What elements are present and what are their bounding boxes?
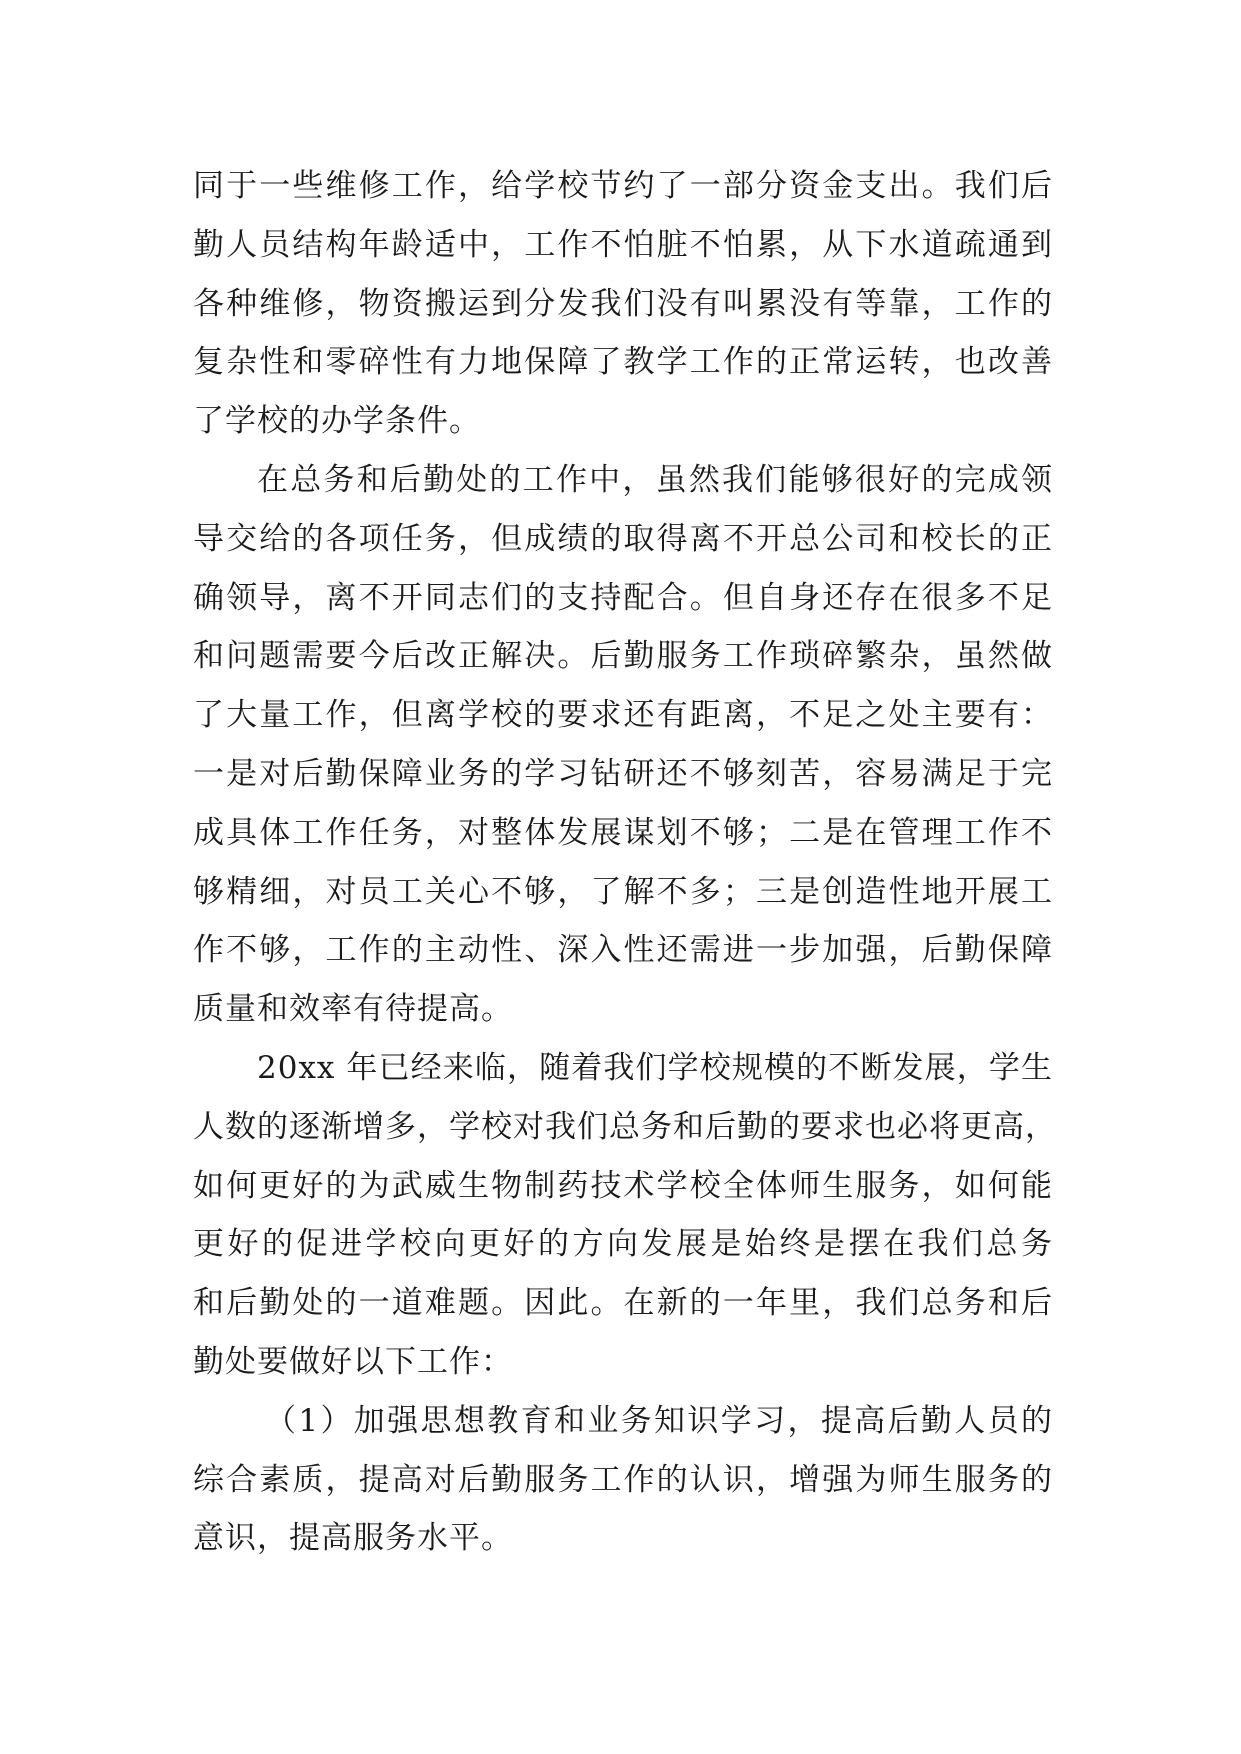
text-line: 了大量工作，但离学校的要求还有距离，不足之处主要有： <box>193 697 1053 734</box>
paragraph-1 <box>193 157 1053 451</box>
text-line: 和后勤处的一道难题。因此。在新的一年里，我们总务和后 <box>193 1285 1053 1322</box>
text-line: 20xx 年已经来临，随着我们学校规模的不断发展，学生 <box>257 1049 1053 1086</box>
text-line: 勤人员结构年龄适中，工作不怕脏不怕累，从下水道疏通到 <box>193 226 1053 263</box>
text-line: 和问题需要今后改正解决。后勤服务工作琐碎繁杂，虽然做 <box>193 638 1053 675</box>
text-line: 质量和效率有待提高。 <box>193 991 513 1028</box>
paragraph-4 <box>193 1392 1053 1568</box>
body-text <box>193 157 1057 1568</box>
text-line: 了学校的办学条件。 <box>193 403 481 440</box>
text-line: 作不够，工作的主动性、深入性还需进一步加强，后勤保障 <box>193 932 1053 969</box>
paragraph-3 <box>193 1039 1057 1392</box>
text-line: 综合素质，提高对后勤服务工作的认识，增强为师生服务的 <box>193 1461 1053 1498</box>
text-line: 勤处要做好以下工作： <box>193 1343 513 1380</box>
text-line: 在总务和后勤处的工作中，虽然我们能够很好的完成领 <box>257 461 1053 498</box>
text-line: 复杂性和零碎性有力地保障了教学工作的正常运转，也改善 <box>193 344 1053 381</box>
text-line: 各种维修，物资搬运到分发我们没有叫累没有等靠，工作的 <box>193 285 1053 322</box>
text-line: 确领导，离不开同志们的支持配合。但自身还存在很多不足 <box>193 579 1053 616</box>
text-line: 够精细，对员工关心不够，了解不多；三是创造性地开展工 <box>193 873 1053 910</box>
text-line: 成具体工作任务，对整体发展谋划不够；二是在管理工作不 <box>193 814 1053 851</box>
text-line: 如何更好的为武威生物制药技术学校全体师生服务，如何能 <box>193 1167 1053 1204</box>
paragraph-2 <box>193 451 1053 1039</box>
text-line: （1）加强思想教育和业务知识学习，提高后勤人员的 <box>265 1402 1053 1439</box>
text-line: 同于一些维修工作，给学校节约了一部分资金支出。我们后 <box>193 168 1053 204</box>
text-line: 更好的促进学校向更好的方向发展是始终是摆在我们总务 <box>193 1226 1053 1263</box>
text-line: 意识，提高服务水平。 <box>193 1520 513 1557</box>
text-line: 导交给的各项任务，但成绩的取得离不开总公司和校长的正 <box>193 520 1053 557</box>
text-line: 一是对后勤保障业务的学习钻研还不够刻苦，容易满足于完 <box>193 755 1053 792</box>
text-line: 人数的逐渐增多，学校对我们总务和后勤的要求也必将更高， <box>193 1108 1057 1145</box>
